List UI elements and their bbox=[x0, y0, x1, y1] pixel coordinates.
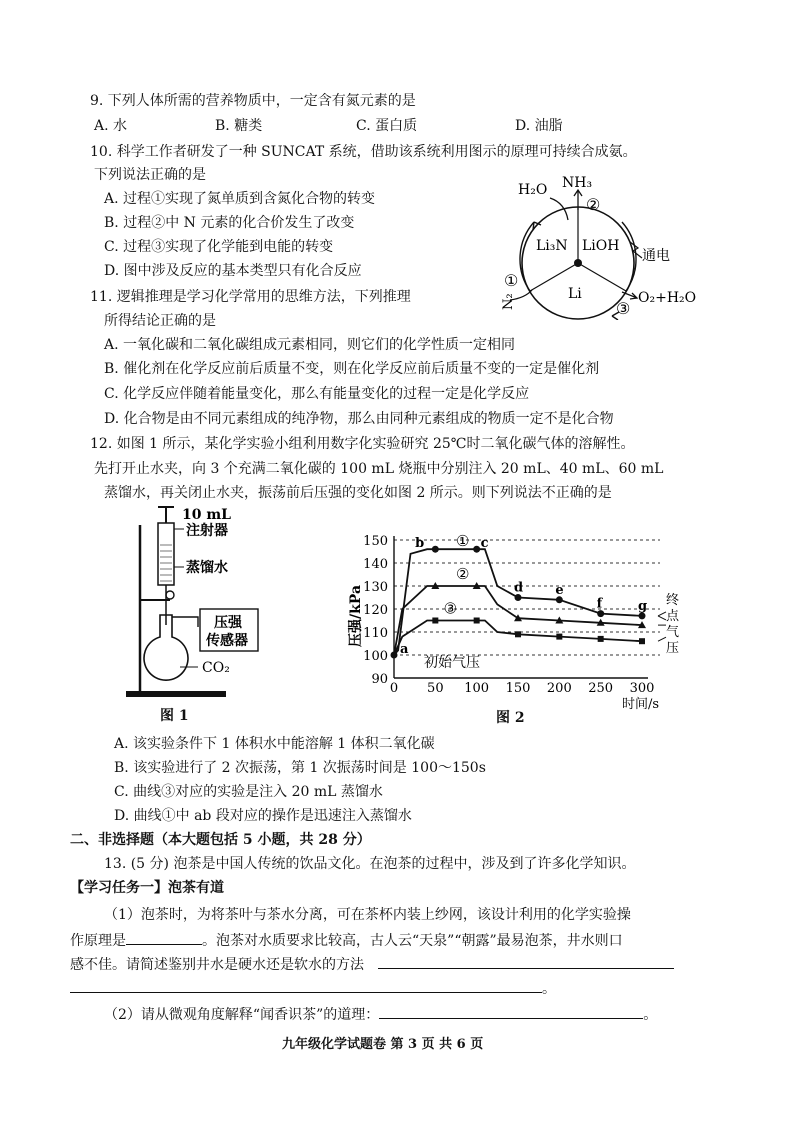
q13-p1-line4-end: 。 bbox=[542, 981, 556, 997]
end-pressure-label-1: 终 bbox=[666, 593, 680, 608]
q13-p2-end: 。 bbox=[643, 1007, 658, 1023]
figure-2-pressure-chart bbox=[340, 528, 700, 710]
q13-p1-line3 bbox=[70, 956, 674, 972]
data-point bbox=[474, 618, 480, 624]
point-label-b: b bbox=[415, 536, 425, 552]
q11-option-a[interactable]: A. 一氧化碳和二氧化碳组成元素相同，则它们的化学性质一定相同 bbox=[104, 337, 516, 353]
q12-line3: 蒸馏水，再关闭止水夹，振荡前后压强的变化如图 2 所示。则下列说法不正确的是 bbox=[104, 485, 612, 501]
x-tick-label: 300 bbox=[629, 681, 655, 696]
x-tick-label: 250 bbox=[588, 681, 614, 696]
x-tick-label: 50 bbox=[427, 681, 444, 696]
initial-pressure-label: 初始气压 bbox=[424, 655, 480, 671]
label-circle-3: ③ bbox=[616, 299, 631, 318]
data-point bbox=[598, 636, 604, 642]
label-h2o: H₂O bbox=[518, 182, 548, 198]
series-name-label: ③ bbox=[443, 599, 458, 618]
q9-option-a[interactable]: A. 水 bbox=[94, 118, 128, 134]
q11-stem2: 所得结论正确的是 bbox=[104, 313, 216, 329]
q11-option-b[interactable]: B. 催化剂在化学反应前后质量不变，则在化学反应前后质量不变的一定是催化剂 bbox=[104, 361, 600, 377]
y-tick-label: 100 bbox=[363, 649, 388, 664]
data-point bbox=[473, 546, 480, 553]
syringe-label: 注射器 bbox=[186, 523, 228, 539]
label-lioh: LiOH bbox=[582, 238, 620, 254]
data-point bbox=[391, 652, 398, 659]
q9-option-c[interactable]: C. 蛋白质 bbox=[356, 118, 418, 134]
divider-line bbox=[578, 263, 626, 291]
label-o2h2o: O₂+H₂O bbox=[638, 290, 697, 306]
q10-option-d[interactable]: D. 图中涉及反应的基本类型只有化合反应 bbox=[104, 263, 362, 279]
y-axis-label: 压强/kPa bbox=[348, 584, 364, 648]
label-circle-1: ① bbox=[504, 271, 519, 290]
label-n2: N₂ bbox=[501, 293, 516, 310]
y-tick-label: 140 bbox=[363, 557, 388, 572]
sensor-label-1: 压强 bbox=[214, 615, 242, 631]
end-pressure-label-4: 压 bbox=[666, 641, 680, 656]
q9-option-d[interactable]: D. 油脂 bbox=[515, 118, 563, 134]
end-pressure-label-2: 点 bbox=[666, 609, 680, 624]
section-2-heading: 二、非选择题（本大题包括 5 小题，共 28 分） bbox=[70, 832, 371, 848]
point-label-f: f bbox=[596, 596, 603, 612]
label-nh3: NH₃ bbox=[562, 175, 593, 191]
point-label-d: d bbox=[514, 580, 524, 596]
q9-stem: 9. 下列人体所需的营养物质中，一定含有氮元素的是 bbox=[90, 93, 416, 109]
point-label-c: c bbox=[480, 536, 489, 552]
y-tick-label: 90 bbox=[371, 672, 388, 687]
data-point bbox=[432, 546, 439, 553]
q10-option-c[interactable]: C. 过程③实现了化学能到电能的转变 bbox=[104, 239, 334, 255]
x-axis-label: 时间/s bbox=[622, 697, 660, 710]
suncat-cycle-diagram bbox=[490, 170, 720, 320]
q13-stem: 13. (5 分) 泡茶是中国人传统的饮品文化。在泡茶的过程中，涉及到了许多化学知识。 bbox=[104, 856, 636, 872]
q10-option-a[interactable]: A. 过程①实现了氮单质到含氮化合物的转变 bbox=[104, 191, 376, 207]
sensor-label-2: 传感器 bbox=[206, 633, 248, 649]
q13-p1-line1: （1）泡茶时，为将茶叶与茶水分离，可在茶杯内装上纱网，该设计利用的化学实验操 bbox=[104, 907, 631, 923]
q13-p2-text: （2）请从微观角度解释“闻香识茶”的道理： bbox=[104, 1007, 380, 1023]
page-footer: 九年级化学试题卷 第 3 页 共 6 页 bbox=[282, 1037, 484, 1052]
q12-option-b[interactable]: B. 该实验进行了 2 次振荡，第 1 次振荡时间是 100～150s bbox=[114, 760, 486, 776]
q13-p2 bbox=[104, 1006, 657, 1022]
label-circle-2: ② bbox=[586, 195, 601, 214]
data-point bbox=[432, 618, 438, 624]
q12-line1: 12. 如图 1 所示，某化学实验小组利用数字化实验研究 25℃时二氧化碳气体的溶解性。 bbox=[90, 436, 635, 452]
series-line bbox=[394, 621, 642, 656]
q13-p1-line2-post: 。泡茶对水质要求比较高，古人云“天泉”“朝露”最易泡茶，井水则口 bbox=[202, 933, 623, 949]
end-pressure-label-3: 气 bbox=[666, 625, 680, 640]
y-tick-label: 130 bbox=[363, 580, 388, 595]
label-li: Li bbox=[568, 286, 582, 302]
center-dot bbox=[574, 259, 582, 267]
figure-1-caption: 图 1 bbox=[160, 708, 189, 724]
q10-stem: 10. 科学工作者研发了一种 SUNCAT 系统，借助该系统利用图示的原理可持续合成氨。 bbox=[90, 144, 637, 160]
co2-label: CO₂ bbox=[202, 660, 230, 676]
q11-option-d[interactable]: D. 化合物是由不同元素组成的纯净物，那么由同种元素组成的物质一定不是化合物 bbox=[104, 411, 614, 427]
y-tick-label: 150 bbox=[363, 534, 388, 549]
q13-p1-line2 bbox=[70, 932, 623, 948]
data-point bbox=[515, 631, 521, 637]
q12-line2: 先打开止水夹，向 3 个充满二氧化碳的 100 mL 烧瓶中分别注入 20 mL、40 mL、60 mL bbox=[94, 461, 664, 477]
answer-blank-hardwater-method-cont[interactable] bbox=[70, 980, 542, 993]
water-label: 蒸馏水 bbox=[186, 560, 228, 576]
answer-blank-principle[interactable] bbox=[126, 932, 202, 945]
x-tick-label: 150 bbox=[505, 681, 531, 696]
y-tick-label: 120 bbox=[363, 603, 388, 618]
q11-stem: 11. 逻辑推理是学习化学常用的思维方法，下列推理 bbox=[90, 289, 411, 305]
q10-option-b[interactable]: B. 过程②中 N 元素的化合价发生了改变 bbox=[104, 215, 355, 231]
q11-option-c[interactable]: C. 化学反应伴随着能量变化，那么有能量变化的过程一定是化学反应 bbox=[104, 386, 530, 402]
x-tick-label: 200 bbox=[546, 681, 572, 696]
q13-p1-line4 bbox=[70, 980, 556, 996]
series-name-label: ② bbox=[456, 565, 470, 584]
task-1-heading: 【学习任务一】泡茶有道 bbox=[70, 880, 224, 896]
syringe-barrel bbox=[158, 523, 174, 585]
figure-1-apparatus bbox=[118, 505, 288, 705]
series-name-label: ① bbox=[456, 532, 470, 550]
end-pressure-arrow bbox=[658, 612, 666, 620]
label-li3n: Li₃N bbox=[536, 238, 568, 254]
y-tick-label: 110 bbox=[363, 626, 388, 641]
point-label-g: g bbox=[638, 598, 648, 614]
point-label-a: a bbox=[400, 642, 409, 657]
end-pressure-arrow bbox=[658, 637, 666, 641]
stopcock bbox=[166, 591, 174, 599]
answer-blank-hardwater-method[interactable] bbox=[378, 956, 674, 969]
answer-blank-smell-tea[interactable] bbox=[379, 1006, 643, 1019]
sensor-tube bbox=[172, 617, 198, 627]
x-tick-label: 100 bbox=[464, 681, 490, 696]
q12-option-d[interactable]: D. 曲线①中 ab 段对应的操作是迅速注入蒸馏水 bbox=[114, 808, 412, 824]
point-label-e: e bbox=[555, 582, 564, 598]
data-point bbox=[556, 634, 562, 640]
figure-2-caption: 图 2 bbox=[496, 710, 525, 726]
q12-option-a[interactable]: A. 该实验条件下 1 体积水中能溶解 1 体积二氧化碳 bbox=[114, 736, 435, 752]
label-electrify: 通电 bbox=[642, 248, 670, 264]
syringe-volume-label: 10 mL bbox=[182, 507, 232, 523]
stand-base bbox=[126, 691, 226, 697]
data-point bbox=[639, 638, 645, 644]
q13-p1-line3-text: 感不佳。请简述鉴别井水是硬水还是软水的方法 bbox=[70, 957, 364, 973]
q12-option-c[interactable]: C. 曲线③对应的实验是注入 20 mL 蒸馏水 bbox=[114, 784, 383, 800]
syringe-water-fill bbox=[160, 545, 172, 581]
x-tick-label: 0 bbox=[389, 681, 399, 696]
q13-p1-line2-pre: 作原理是 bbox=[70, 933, 126, 949]
q10-stem2: 下列说法正确的是 bbox=[94, 167, 206, 183]
q9-option-b[interactable]: B. 糖类 bbox=[215, 118, 263, 134]
